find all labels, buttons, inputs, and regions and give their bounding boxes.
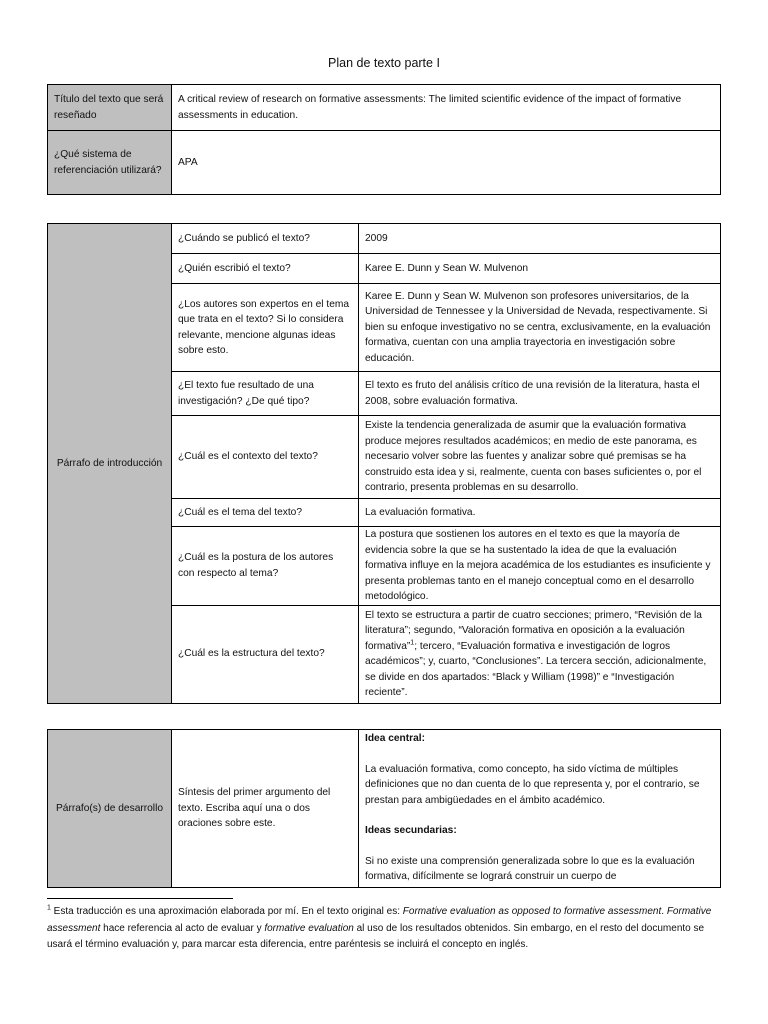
secondary-ideas-heading: Ideas secundarias: xyxy=(365,825,457,836)
table-row xyxy=(48,730,721,888)
answer-cell: La evaluación formativa. xyxy=(359,499,721,527)
question-cell: ¿Cuál es el contexto del texto? xyxy=(172,416,359,499)
answer-text: ; tercero, “Evaluación formativa e investigación de logros académicos”; y, cuarto, “Conclusiones”. La tercera sección, adicionalmente, se divide en dos apartados: “Black y William (1998)” e “Investigación reciente”. xyxy=(365,640,707,698)
question-cell: ¿Quién escribió el texto? xyxy=(172,254,359,284)
answer-cell: 2009 xyxy=(359,224,721,254)
footnote-italic: Formative evaluation as opposed to formative assessment xyxy=(402,906,662,917)
secondary-ideas-text: Si no existe una comprensión generalizada sobre lo que es la evaluación formativa, difícilmente se logrará construir un cuerpo de xyxy=(365,855,695,882)
question-cell: ¿Cuándo se publicó el texto? xyxy=(172,224,359,254)
footnote-ref[interactable]: 1 xyxy=(410,639,415,647)
footnote-italic: Formative assessment xyxy=(47,906,712,934)
answer-cell: Karee E. Dunn y Sean W. Mulvenon xyxy=(359,254,721,284)
ideas-cell xyxy=(359,730,721,888)
footnote-italic: formative evaluation xyxy=(264,922,354,934)
footnote-text: Esta traducción es una aproximación elaborada por mí. En el texto original es: xyxy=(50,906,403,917)
central-idea-heading: Idea central: xyxy=(365,733,426,744)
page-title: Plan de texto parte I xyxy=(328,56,440,70)
answer-cell: La postura que sostienen los autores en el texto es que la mayoría de evidencia sobre la que se ha sustentado la idea de que la evaluación formativa influye en la mejora académica de los estudiantes es insuficiente y presenta problemas tanto en el manejo conceptual como en el desarrollo metodológico. xyxy=(359,527,721,606)
answer-cell: Karee E. Dunn y Sean W. Mulvenon son profesores universitarios, de la Universidad de Tennessee y la Universidad de Nevada, respectivamente. Si bien su enfoque investigativo no se centra, exclusivamente, en la evaluación formativa, cuentan con una amplia trayectoria en investigación sobre educación. xyxy=(359,284,721,372)
row-value: APA xyxy=(172,131,721,195)
answer-cell: El texto es fruto del análisis crítico de una revisión de la literatura, hasta el 2008, sobre evaluación formativa. xyxy=(359,372,721,416)
introduction-table xyxy=(47,223,721,704)
question-cell: ¿El texto fue resultado de una investigación? ¿De qué tipo? xyxy=(172,372,359,416)
question-cell: ¿Los autores son expertos en el tema que trata en el texto? Si lo considera relevante, mencione algunas ideas sobre esto. xyxy=(172,284,359,372)
question-cell: ¿Cuál es la postura de los autores con respecto al tema? xyxy=(172,527,359,606)
footnote xyxy=(47,904,719,954)
answer-cell xyxy=(359,605,721,703)
row-label: Título del texto que será reseñado xyxy=(48,85,172,131)
table-row xyxy=(48,131,721,195)
footnote-text: hace referencia al acto de evaluar y xyxy=(100,922,265,934)
footnote-text: al uso de los resultados obtenidos. Sin embargo, en el resto del documento se usará el término evaluación y, para marcar esta diferencia, entre paréntesis se incluirá el concepto en inglés. xyxy=(47,922,705,950)
table-row xyxy=(48,85,721,131)
section-label: Párrafo de introducción xyxy=(48,224,172,704)
development-table xyxy=(47,729,721,888)
row-label: ¿Qué sistema de referenciación utilizará? xyxy=(48,131,172,195)
question-cell: ¿Cuál es la estructura del texto? xyxy=(172,605,359,703)
footnote-text: . xyxy=(661,906,667,917)
central-idea-text: La evaluación formativa, como concepto, ha sido víctima de múltiples definiciones que no dan cuenta de lo que representa y, por el contrario, se prestan para ambigüedades en el ámbito académico. xyxy=(365,763,700,806)
footnote-number: 1 xyxy=(47,904,51,912)
section-label: Párrafo(s) de desarrollo xyxy=(48,730,172,888)
table-row xyxy=(48,224,721,254)
question-cell: ¿Cuál es el tema del texto? xyxy=(172,499,359,527)
row-value: A critical review of research on formative assessments: The limited scientific evidence of the impact of formative assessments in education. xyxy=(172,85,721,131)
text-info-table xyxy=(47,84,721,195)
prompt-cell: Síntesis del primer argumento del texto. Escriba aquí una o dos oraciones sobre este. xyxy=(172,730,359,888)
answer-cell: Existe la tendencia generalizada de asumir que la evaluación formativa produce mejores resultados académicos; en medio de este panorama, es necesario volver sobre las fuentes y analizar sobre qué premisas se ha construido esta idea y si, realmente, cuenta con bases suficientes o, por el contrario, presenta problemas en su desarrollo. xyxy=(359,416,721,499)
answer-text: El texto se estructura a partir de cuatro secciones; primero, “Revisión de la literatura”; segundo, “Valoración formativa en oposición a la evaluación formativa” xyxy=(365,609,702,652)
footnote-separator xyxy=(47,898,233,899)
